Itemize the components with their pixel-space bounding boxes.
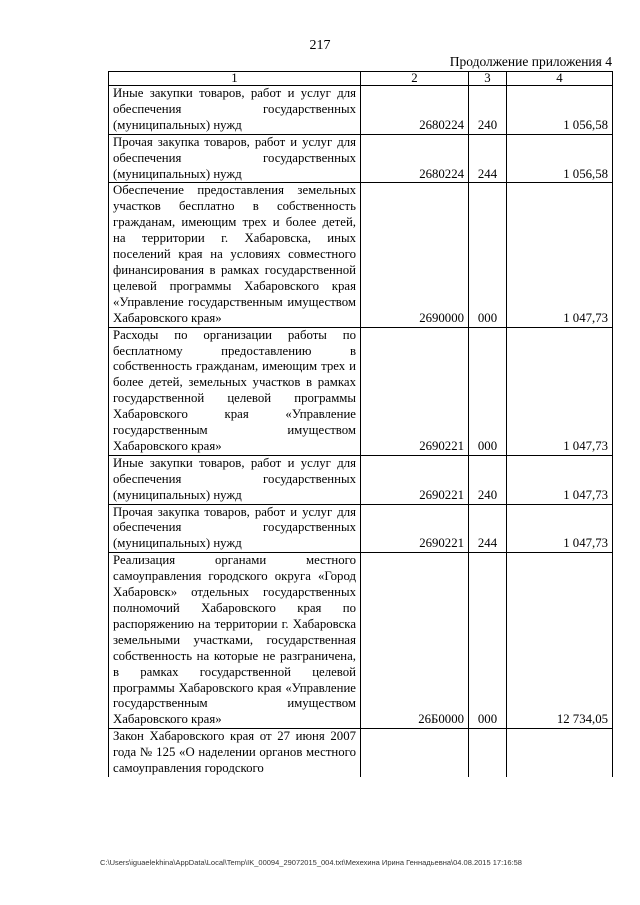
row-name: Прочая закупка товаров, работ и услуг для обеспечения государственных (муниципальных) нужд: [109, 134, 361, 183]
page-number: 217: [309, 38, 331, 53]
row-sum: 1 047,73: [507, 183, 613, 327]
header-cell: 1: [109, 72, 361, 86]
row-name: Прочая закупка товаров, работ и услуг для обеспечения государственных (муниципальных) нужд: [109, 504, 361, 553]
row-sum: [507, 729, 613, 777]
row-sum: 1 056,58: [507, 86, 613, 135]
table-row: [109, 183, 613, 327]
row-code: 2690000: [361, 183, 469, 327]
row-type: 240: [469, 86, 507, 135]
table-row: [109, 729, 613, 777]
budget-table: [108, 71, 613, 777]
row-name: Обеспечение предоставления земельных участков бесплатно в собственность гражданам, имеющим трех и более детей, на территории г. Хабаровска, иных поселений края на условиях совместного финансирования в рамках государственной целевой программы Хабаровского края «Управление государственным имуществом Хабаровского края»: [109, 183, 361, 327]
row-sum: 12 734,05: [507, 553, 613, 729]
row-sum: 1 056,58: [507, 134, 613, 183]
row-sum: 1 047,73: [507, 455, 613, 504]
row-code: 2680224: [361, 86, 469, 135]
row-name: Иные закупки товаров, работ и услуг для обеспечения государственных (муниципальных) нужд: [109, 86, 361, 135]
table-header-row: [109, 72, 613, 86]
row-type: [469, 729, 507, 777]
table-row: [109, 455, 613, 504]
row-type: 000: [469, 183, 507, 327]
row-sum: 1 047,73: [507, 504, 613, 553]
row-type: 240: [469, 455, 507, 504]
row-code: 2690221: [361, 455, 469, 504]
row-code: 2690221: [361, 504, 469, 553]
row-sum: 1 047,73: [507, 327, 613, 455]
table-row: [109, 134, 613, 183]
appendix-label: Продолжение приложения 4: [449, 54, 612, 69]
row-type: 244: [469, 134, 507, 183]
row-type: 000: [469, 327, 507, 455]
row-name: Закон Хабаровского края от 27 июня 2007 года № 125 «О наделении органов местного самоуправления городского: [109, 729, 361, 777]
row-code: 2680224: [361, 134, 469, 183]
header-cell: 3: [469, 72, 507, 86]
table-row: [109, 504, 613, 553]
row-code: [361, 729, 469, 777]
header-cell: 4: [507, 72, 613, 86]
row-code: 26Б0000: [361, 553, 469, 729]
table-row: [109, 553, 613, 729]
row-name: Иные закупки товаров, работ и услуг для обеспечения государственных (муниципальных) нужд: [109, 455, 361, 504]
row-type: 000: [469, 553, 507, 729]
document-path-footer: C:\Users\iguaelekhina\AppData\Local\Temp\IK_00094_29072015_004.txt\Мехехина Ирина Геннадьевна\04.08.2015 17:16:58: [100, 858, 522, 867]
row-type: 244: [469, 504, 507, 553]
row-name: Расходы по организации работы по бесплатному предоставлению в собственность гражданам, имеющим трех и более детей, земельных участков в рамках государственной целевой программы Хабаровского края «Управление государственным имуществом Хабаровского края»: [109, 327, 361, 455]
table-row: [109, 327, 613, 455]
table-row: [109, 86, 613, 135]
row-code: 2690221: [361, 327, 469, 455]
row-name: Реализация органами местного самоуправления городского округа «Город Хабаровск» отдельных государственных полномочий Хабаровского края по распоряжению на территории г. Хабаровска земельными участками, государственная собственность на которые не разграничена, в рамках государственной целевой программы Хабаровского края «Управление государственным имуществом Хабаровского края»: [109, 553, 361, 729]
header-cell: 2: [361, 72, 469, 86]
